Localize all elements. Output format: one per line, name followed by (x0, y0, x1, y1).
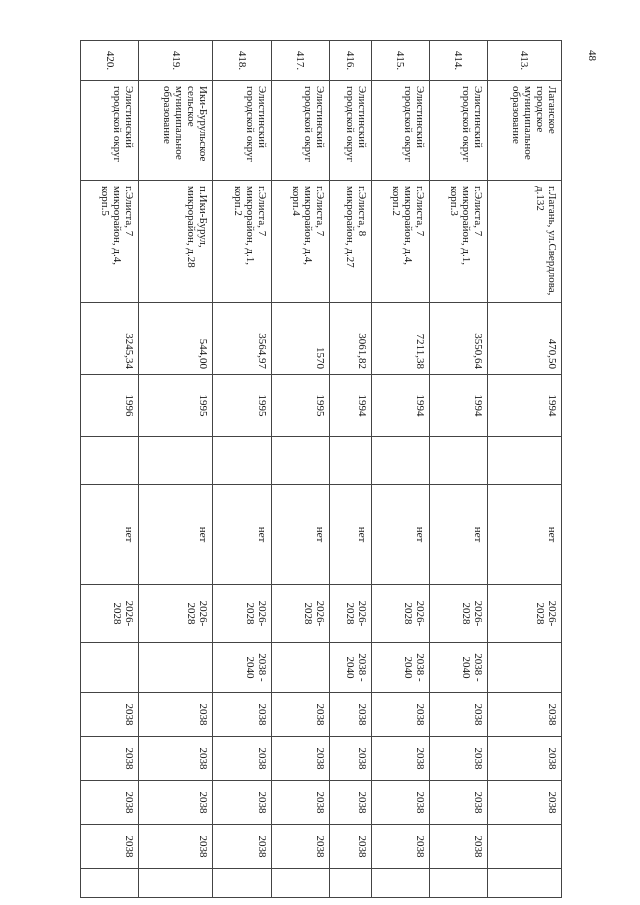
address-cell: г.Элиста, 7 микрорайон, д.4, корп.2 (371, 181, 429, 303)
row-number: 420. (81, 41, 139, 81)
year-range-cell (81, 643, 139, 693)
municipality-cell: Элистинский городской округ (81, 81, 139, 181)
empty-cell (81, 437, 139, 485)
year-cell-b: 2038 (213, 737, 271, 781)
year-cell-b: 2038 (371, 737, 429, 781)
status-cell: нет (329, 485, 371, 585)
year-cell: 1995 (139, 375, 213, 437)
empty-cell (213, 437, 271, 485)
year-cell-c: 2038 (371, 781, 429, 825)
row-number: 419. (139, 41, 213, 81)
row-number: 417. (271, 41, 329, 81)
year-range-cell (487, 643, 561, 693)
status-cell: нет (429, 485, 487, 585)
table-row (429, 41, 487, 898)
municipality-cell: Ики-Бурульское сельское муниципальное образование (139, 81, 213, 181)
empty-cell-end (139, 869, 213, 898)
address-cell: г.Элиста, 7 микрорайон, д.4, корп.4 (271, 181, 329, 303)
period-cell: 2026-2028 (81, 585, 139, 643)
year-cell-a: 2038 (81, 693, 139, 737)
table-row (81, 41, 139, 898)
year-cell-d: 2038 (271, 825, 329, 869)
row-number: 413. (487, 41, 561, 81)
empty-cell (487, 437, 561, 485)
municipality-cell: Элистинский городской округ (213, 81, 271, 181)
table-row (271, 41, 329, 898)
row-number: 416. (329, 41, 371, 81)
year-cell-a: 2038 (429, 693, 487, 737)
row-number: 414. (429, 41, 487, 81)
year-range-cell: 2038 - 2040 (329, 643, 371, 693)
period-cell: 2026-2028 (271, 585, 329, 643)
year-cell-d: 2038 (213, 825, 271, 869)
municipality-cell: Элистинский городской округ (371, 81, 429, 181)
table-row (139, 41, 213, 898)
municipality-cell: Элистинский городской округ (271, 81, 329, 181)
year-cell-b: 2038 (329, 737, 371, 781)
year-cell-d (487, 825, 561, 869)
period-cell: 2026-2028 (329, 585, 371, 643)
year-cell-c: 2038 (271, 781, 329, 825)
year-cell-a: 2038 (487, 693, 561, 737)
year-cell-b: 2038 (429, 737, 487, 781)
empty-cell-end (271, 869, 329, 898)
year-cell-c: 2038 (329, 781, 371, 825)
year-cell-d: 2038 (139, 825, 213, 869)
address-cell: п.Ики-Бурул, микрорайон, д.28 (139, 181, 213, 303)
empty-cell-end (371, 869, 429, 898)
year-cell-d: 2038 (329, 825, 371, 869)
area-cell: 3061,82 (329, 303, 371, 375)
period-cell: 2026-2028 (429, 585, 487, 643)
year-range-cell: 2038 - 2040 (371, 643, 429, 693)
empty-cell-end (487, 869, 561, 898)
year-range-cell (139, 643, 213, 693)
period-cell: 2026-2028 (213, 585, 271, 643)
year-cell-d: 2038 (371, 825, 429, 869)
year-cell-b: 2038 (139, 737, 213, 781)
empty-cell-end (429, 869, 487, 898)
year-cell-c: 2038 (213, 781, 271, 825)
municipality-cell: Элистинский городской округ (429, 81, 487, 181)
year-range-cell (271, 643, 329, 693)
table-row (213, 41, 271, 898)
address-cell: г.Элиста, 7 микрорайон, д.4, корп.5 (81, 181, 139, 303)
year-cell-d: 2038 (81, 825, 139, 869)
table-row (329, 41, 371, 898)
year-cell: 1994 (429, 375, 487, 437)
address-cell: г.Элиста, 7 микрорайон, д.1, корп.3 (429, 181, 487, 303)
area-cell: 7211,38 (371, 303, 429, 375)
year-cell-d: 2038 (429, 825, 487, 869)
table-row (487, 41, 561, 898)
empty-cell (271, 437, 329, 485)
row-number: 418. (213, 41, 271, 81)
status-cell: нет (213, 485, 271, 585)
address-cell: г.Лагань, ул.Свердлова, д.132 (487, 181, 561, 303)
status-cell: нет (371, 485, 429, 585)
year-cell: 1994 (487, 375, 561, 437)
empty-cell (139, 437, 213, 485)
year-cell-b: 2038 (81, 737, 139, 781)
year-cell: 1994 (371, 375, 429, 437)
municipality-cell: Лаганское городское муниципальное образование (487, 81, 561, 181)
year-cell-c: 2038 (429, 781, 487, 825)
empty-cell (429, 437, 487, 485)
area-cell: 3564,97 (213, 303, 271, 375)
area-cell: 470,50 (487, 303, 561, 375)
period-cell: 2026-2028 (487, 585, 561, 643)
municipality-cell: Элистинский городской округ (329, 81, 371, 181)
period-cell: 2026-2028 (371, 585, 429, 643)
year-cell-c: 2038 (487, 781, 561, 825)
row-number: 415. (371, 41, 429, 81)
year-cell: 1995 (213, 375, 271, 437)
address-cell: г.Элиста, 8 микрорайон, д.27 (329, 181, 371, 303)
year-cell: 1996 (81, 375, 139, 437)
year-cell-a: 2038 (271, 693, 329, 737)
status-cell: нет (487, 485, 561, 585)
address-cell: г.Элиста, 7 микрорайон, д.1, корп.2 (213, 181, 271, 303)
year-cell: 1994 (329, 375, 371, 437)
year-range-cell: 2038 - 2040 (429, 643, 487, 693)
year-cell-b: 2038 (271, 737, 329, 781)
year-cell-c: 2038 (81, 781, 139, 825)
year-cell-a: 2038 (139, 693, 213, 737)
year-cell-b: 2038 (487, 737, 561, 781)
period-cell: 2026-2028 (139, 585, 213, 643)
page-number: 48 (586, 50, 598, 61)
area-cell: 1570 (271, 303, 329, 375)
empty-cell-end (213, 869, 271, 898)
area-cell: 544,00 (139, 303, 213, 375)
status-cell: нет (271, 485, 329, 585)
year-cell-a: 2038 (329, 693, 371, 737)
housing-repair-table (80, 40, 562, 898)
empty-cell (371, 437, 429, 485)
area-cell: 3245,34 (81, 303, 139, 375)
empty-cell-end (81, 869, 139, 898)
year-cell: 1995 (271, 375, 329, 437)
status-cell: нет (81, 485, 139, 585)
empty-cell-end (329, 869, 371, 898)
area-cell: 3550,64 (429, 303, 487, 375)
year-range-cell: 2038 - 2040 (213, 643, 271, 693)
status-cell: нет (139, 485, 213, 585)
rotated-table-container (80, 40, 562, 897)
empty-cell (329, 437, 371, 485)
table-row (371, 41, 429, 898)
year-cell-c: 2038 (139, 781, 213, 825)
year-cell-a: 2038 (213, 693, 271, 737)
year-cell-a: 2038 (371, 693, 429, 737)
